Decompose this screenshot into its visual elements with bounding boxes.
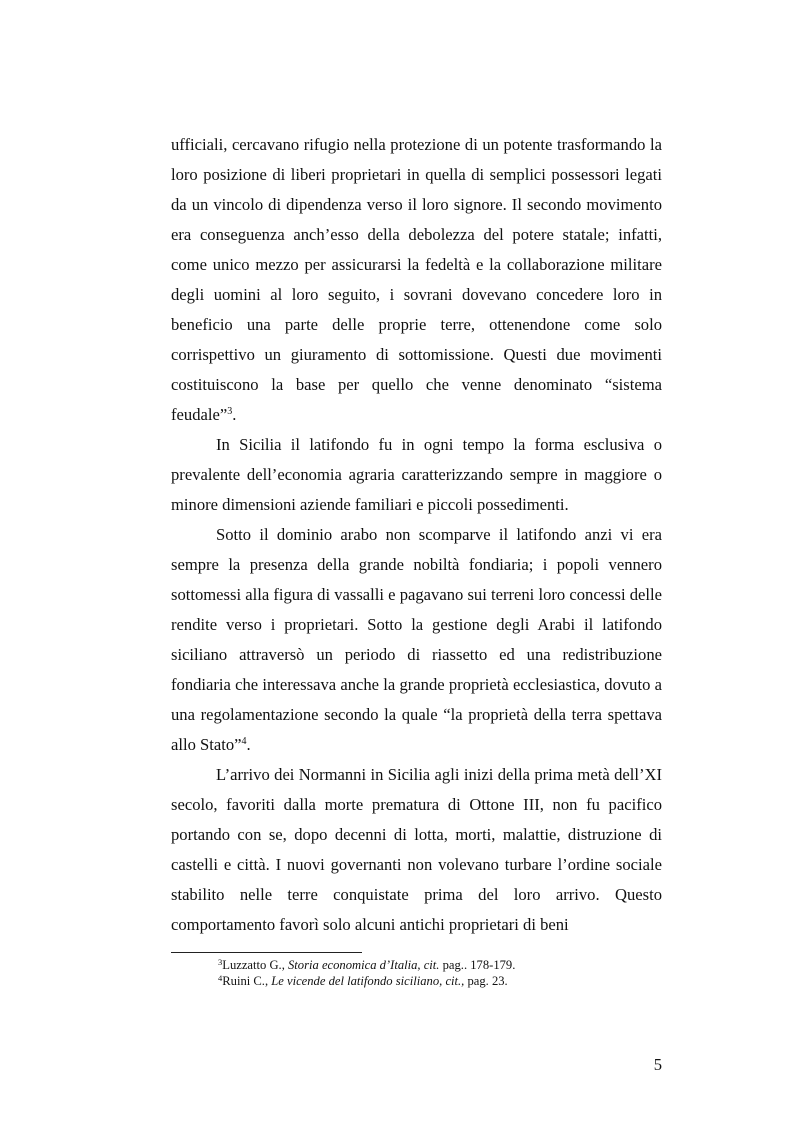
footnote-number: 4 — [218, 973, 223, 983]
footnotes — [218, 957, 663, 989]
footnote-title: Le vicende del latifondo siciliano — [271, 974, 440, 988]
paragraph-1-text: ufficiali, cercavano rifugio nella protezione di un potente trasformando la loro posizione di liberi proprietari in quella di semplici possessori legati da un vincolo di dipendenza verso il loro signore. Il secondo movimento era conseguenza anch’esso della debolezza del potere statale; infatti, come unico mezzo per assicurarsi la fedeltà e la collaborazione militare degli uomini al loro seguito, i sovrani dovevano concedere loro in beneficio una parte delle proprie terre, ottenendone come solo corrispettivo un giuramento di sottomissione. Questi due movimenti costituiscono la base per quello che venne denominato “sistema feudale” — [171, 135, 662, 424]
footnote-ref-3[interactable]: 3 — [227, 406, 233, 417]
paragraph-2: In Sicilia il latifondo fu in ogni tempo la forma esclusiva o prevalente dell’economia agraria caratterizzando sempre in maggiore o minore dimensioni aziende familiari e piccoli possedimenti. — [171, 435, 662, 514]
page-number: 5 — [653, 1055, 662, 1074]
paragraph-1-end: . — [232, 405, 237, 424]
footnote-title: Storia economica d’Italia — [288, 958, 418, 972]
paragraph-3 — [171, 520, 662, 760]
paragraph-1 — [171, 130, 662, 430]
footnote-separator-text: , — [439, 974, 446, 988]
paragraph-3-end: . — [246, 735, 251, 754]
body-text — [171, 130, 662, 940]
footnote-author: Ruini C., — [222, 974, 272, 988]
paragraph-4: L’arrivo dei Normanni in Sicilia agli inizi della prima metà dell’XI secolo, favoriti dalla morte prematura di Ottone III, non fu pacifico portando con se, dopo decenni di lotta, morti, malattie, distruzione di castelli e città. I nuovi governanti non volevano turbare l’ordine sociale stabilito nelle terre conquistate prima del loro arrivo. Questo comportamento favorì solo alcuni antichi proprietari di beni — [171, 765, 662, 934]
paragraph-3-text: Sotto il dominio arabo non scomparve il latifondo anzi vi era sempre la presenza della grande nobiltà fondiaria; i popoli vennero sottomessi alla figura di vassalli e pagavano sui terreni loro concessi delle rendite verso i proprietari. Sotto la gestione degli Arabi il latifondo siciliano attraversò un periodo di riassetto ed una redistribuzione fondiaria che interessava anche la grande proprietà ecclesiastica, dovuto a una regolamentazione secondo la quale “la proprietà della terra spettava allo Stato” — [171, 525, 662, 754]
footnote-4 — [218, 973, 663, 989]
footnote-number: 3 — [218, 957, 223, 967]
footnote-pages: pag.. 178-179. — [439, 958, 516, 972]
footnote-author: Luzzatto G., — [222, 958, 288, 972]
footnote-separator — [171, 952, 362, 953]
footnote-cit: cit., — [445, 974, 465, 988]
footnote-3 — [218, 957, 663, 973]
footnote-pages: pag. 23. — [464, 974, 508, 988]
footnote-cit: cit. — [423, 958, 440, 972]
footnote-separator-text: , — [417, 958, 424, 972]
footnote-ref-4[interactable]: 4 — [241, 736, 247, 747]
